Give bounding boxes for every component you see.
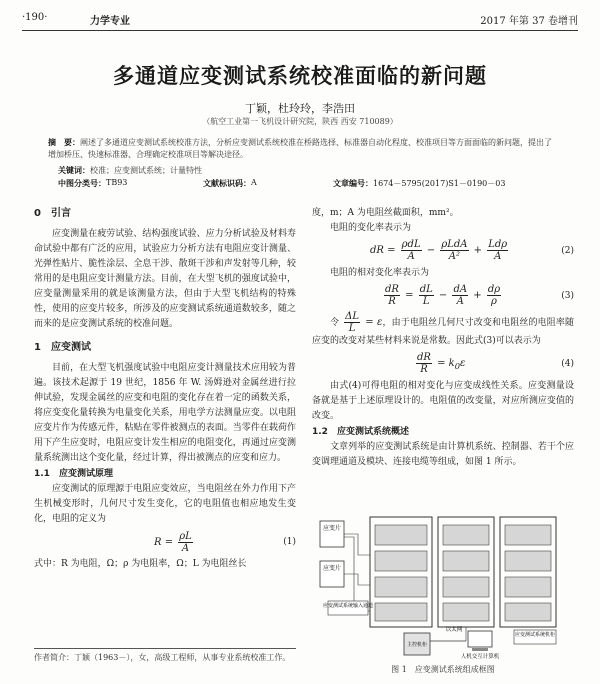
article-no-value: 1674－5795(2017)S1－0190－03 <box>373 179 506 188</box>
section-1-1-heading: 1.1 应变测试原理 <box>34 469 113 479</box>
article-meta <box>58 178 558 190</box>
figure-1-caption: 图 1 应变测试系统组成框图 <box>391 665 495 674</box>
page-number: ·190· <box>22 12 48 23</box>
cabinet-right <box>500 517 556 627</box>
strain-definition-text: ，由于电阻丝几何尺寸改变和电阻丝的电阻率随应变的改变对某些材料来说是常数。因此式(3)可以表示为 <box>312 318 574 346</box>
equation-4-number: (4) <box>561 359 574 369</box>
authors: 丁颖，杜玲玲，李浩田 <box>245 102 355 115</box>
change-rate-intro: 电阻的变化率表示为 <box>330 223 412 233</box>
keywords-text: 校准；应变测试系统；计量特性 <box>90 166 202 175</box>
right-column <box>312 206 574 470</box>
abstract-label: 摘 要： <box>48 138 80 147</box>
section-1-heading: 1 应变测试 <box>34 342 91 353</box>
abstract-text: 阐述了多通道应变测试系统校准方法，分析应变测试系统校准在桥路选择、标准器自动化程度、校准项目等方面面临的新问题，提出了增加桥压、快速标准器、合理确定校准项目等解决途径。 <box>48 138 552 159</box>
computer-base-icon <box>472 648 488 651</box>
ethernet-label: 以太网 <box>445 627 463 633</box>
computer-monitor-icon <box>468 631 492 647</box>
strain-definition-paragraph: 令 $\frac{\Delta L}{L}$ = ε，由于电阻丝几何尺寸改变和电阻丝的电阻率随应变的改变对某些材料来说是常数。因此式(3)可以表示为 <box>312 311 574 346</box>
doc-code-label: 文献标识码： <box>203 179 251 188</box>
keywords-label: 关键词： <box>58 166 90 175</box>
clc-value: TB93 <box>106 178 128 187</box>
section-0-heading: 0 引言 <box>34 208 71 219</box>
left-column <box>34 206 296 572</box>
affiliation: （航空工业第一飞机设计研究院，陕西 西安 710089） <box>202 117 398 126</box>
abstract <box>48 137 554 161</box>
connector-label: 应变测试系统输入通道 <box>322 603 374 609</box>
equation-1: R = $\frac{\rho L}{A}$ (1) <box>154 531 296 554</box>
section-1-1-paragraph: 应变测试的原理源于电阻应变效应，当电阻丝在外力作用下产生机械变形时，几何尺寸发生变化，它的电阻值也相应地发生变化，电阻的定义为 <box>34 484 296 524</box>
clc-label: 中图分类号： <box>58 179 106 188</box>
section-1-paragraph: 目前，在大型飞机强度试验中电阻应变计测量技术应用较为普遍。该技术起源于 19 世纪，1856 年 W. 汤姆逊对金属丝进行拉伸试验，发现金属丝的应变和电阻的变化存在着一定的函数关系，将应变变化量转换为电量变化关系，用电学方法测量应变。以电阻应变片作为传感元件，粘贴在零件被测点的表面。当零件在载荷作用下产生应变时，电阻应变计发生相应的电阻变化，再通过应变测量系统测出这个变化量，经过计算，得出被测点的应变和应力。 <box>34 363 296 463</box>
equation-1-number: (1) <box>283 537 296 547</box>
strain-gauge-bottom-label: 应变片 <box>322 565 342 572</box>
paper-title: 多通道应变测试系统校准面临的新问题 <box>113 64 487 88</box>
relative-change-intro: 电阻的相对变化率表示为 <box>330 268 430 278</box>
section-1-2-paragraph: 文章列举的应变测试系统是由计算机系统、控制器、若干个应变调理通道及模块、连接电缆等组成，如图 1 所示。 <box>312 442 574 467</box>
running-header <box>22 12 578 28</box>
issue-info: 2017 年第 37 卷增刊 <box>480 16 578 27</box>
continued-definitions: 度，m；A 为电阻丝截面积，mm²。 <box>312 208 459 218</box>
figure-1-block-diagram <box>318 515 568 660</box>
equation-2: dR = $\frac{\text{ρdL}}{A}$ − $\frac{\text{ρLdA}}{\text{A²}}$ + $\frac{\text{Ldρ}}{A}$ (2) <box>370 239 574 262</box>
linear-relation-paragraph: 由式(4)可得电阻的相对变化与应变成线性关系。应变测量设备就是基于上述原理设计的。电阻值的改变量，对应所测应变值的改变。 <box>312 381 574 421</box>
footnote-rule <box>34 648 296 649</box>
host-label: 主控机柜 <box>406 642 428 648</box>
equation-1-definitions: 式中：R 为电阻，Ω；ρ 为电阻率，Ω；L 为电阻丝长 <box>34 559 247 569</box>
system-label: 应变测试系统机柜 <box>514 632 556 638</box>
section-0-paragraph: 应变测量在疲劳试验、结构强度试验、应力分析试验及材料寿命试验中都有广泛的应用，试验应力分析方法有电阻应变计测量、光弹性贴片、脆性涂层、全息干涉、散斑干涉和声发射等几种，较常用的是电阻应变计测量方法。目前，在大型飞机的强度试验中，应变量测量采用的就是该测量方法，但由于大型飞机结构的特殊性，使用的应变片较多，所涉及的应变测试系统通道数较多，随之而来的是应变测试系统的校准问题。 <box>34 229 296 329</box>
journal-name: 力学专业 <box>90 16 130 27</box>
gauge-wires <box>344 534 370 611</box>
article-no-label: 文章编号： <box>333 179 373 188</box>
doc-code-value: A <box>251 178 257 187</box>
cabinet-left <box>370 517 432 627</box>
computer-label: 人机交互计算机 <box>460 654 500 660</box>
header-rule <box>22 30 578 31</box>
keywords <box>58 165 202 176</box>
strain-gauge-top-label: 应变片 <box>322 525 342 532</box>
equation-4: $\frac{dR}{R}$ = $k_0\varepsilon$ (4) <box>417 352 574 375</box>
section-1-2-heading: 1.2 应变测试系统概述 <box>312 427 409 437</box>
cabinet-middle <box>438 517 494 627</box>
equation-3-number: (3) <box>561 291 574 301</box>
author-footnote: 作者简介：丁颖（1963－），女，高级工程师，从事专业系统校准工作。 <box>34 653 291 662</box>
equation-2-number: (2) <box>561 246 574 256</box>
equation-3: $\frac{dR}{R}$ = $\frac{dL}{L}$ − $\frac{dA}{A}$ + $\frac{d\rho}{\rho}$ (3) <box>385 284 574 307</box>
